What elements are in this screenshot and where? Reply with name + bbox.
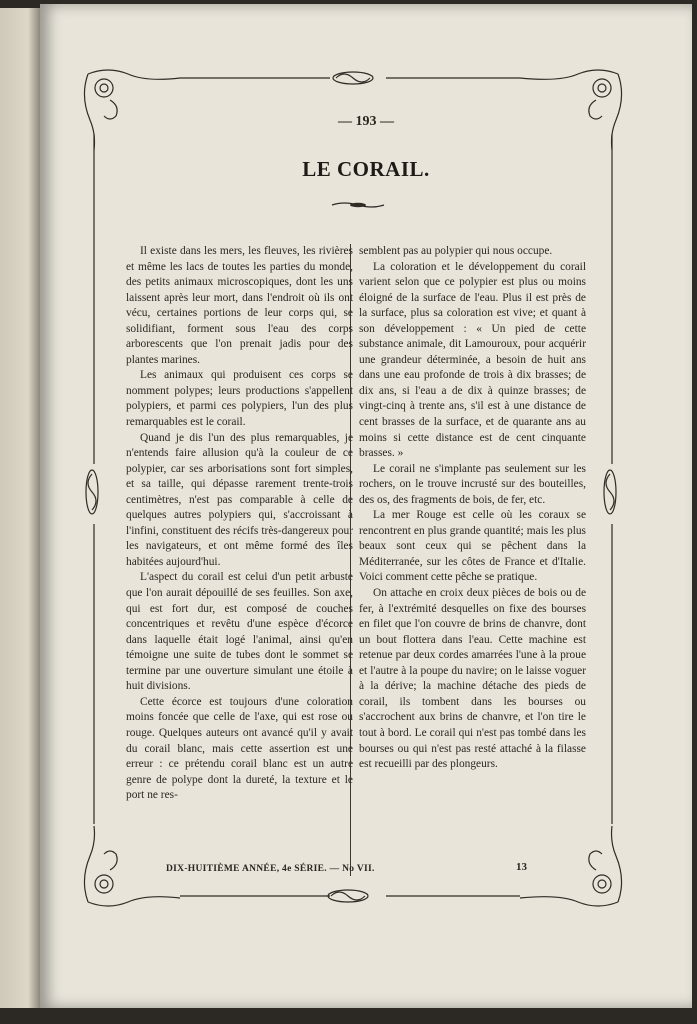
paragraph: On attache en croix deux pièces de bois ou de fer, à l'extrémité desquelles on fixe des bourses en filet que l'on couvre de brins de chanvre, dont un bout flottera dans l'eau. Cette machine est retenue par deux cordes amarrées l'une à la proue et l'autre à la poupe du navire; on le laisse voguer à la dérive; la machine détache des pieds de corail, ils tombent dans les bourses ou s'accrochent aux brins de chanvre, et l'on tire le tout à bord. Le corail qui n'est pas tombé dans les bourses ou qui n'est pas resté attaché à la filasse est recueilli par des plongeurs. [359,587,586,771]
paragraph: La mer Rouge est celle où les coraux se rencontrent en plus grande quantité; mais les plus beaux sont ceux qui se pêchent dans la Méditerranée, sur les côtes de France et d'Italie. Voici comment cette pêche se pratique. [359,509,586,584]
left-column [126,244,353,804]
title-ornament [330,200,386,210]
paragraph: L'aspect du corail est celui d'un petit arbuste que l'on aurait dépouillé de ses feuilles. Son axe, qui est fort dur, est composé de couches concentriques et revêtu d'une espèce d'écorce dans laquelle était logé l'animal, ainsi qu'en témoigne une suite de tubes dont le sommet se termine par une ouverture simulant une étoile à huit divisions. [126,571,353,693]
paragraph-continuation: semblent pas au polypier qui nous occupe. [359,245,553,257]
paragraph: Cette écorce est toujours d'une coloration moins foncée que celle de l'axe, qui est rose ou rouge. Quelques auteurs ont avancé qu'il y avait du corail blanc, mais cette assertion est une erreur : ce prétendu corail blanc est un autre genre de polype dont la dureté, la texture et le port ne res- [126,695,353,802]
paragraph: Quand je dis l'un des plus remarquables, je n'entends faire allusion qu'à la couleur de ce polypier, car ses arborisations sont fort simples, et sa taille, qui dépasse rarement trente-trois centimètres, n'est pas comparable à celle de quelques autres polypiers qui, s'accroissant à l'infini, constituent des récifs très-dangereux pour les navigateurs, et ont même formé des îles habitées aujourd'hui. [126,431,353,568]
paragraph: La coloration et le développement du corail varient selon que ce polypier est plus ou moins éloigné de la surface de l'eau. Plus il est près de la surface, plus sa coloration est vive; et quant à son développement : « Un pied de cette substance animale, dit Lamouroux, pour acquérir une grandeur déterminée, a besoin de huit ans dans une eau profonde de trois à dix brasses; de dix ans, si l'eau a de dix à quinze brasses; de vingt-cinq à trente ans, s'il est à une distance de cent brasses de la surface, et de quarante ans au moins si cette distance est de cent cinquante brasses. » [359,260,586,460]
previous-page-edge [0,8,40,1008]
book-page [40,4,692,1008]
article-title: LE CORAIL. [302,157,430,181]
column-divider [350,244,351,876]
paragraph: Les animaux qui produisent ces corps se nomment polypes; leurs productions s'appellent polypiers, et parmi ces polypiers, l'un des plus remarquables est le corail. [126,369,353,429]
issue-footer: DIX-HUITIÈME ANNÉE, 4e SÉRIE. — No VII. [166,864,375,874]
paragraph: Le corail ne s'implante pas seulement sur les rochers, on le trouve incrusté sur des bouteilles, des os, des fragments de bois, de fer, etc. [359,462,586,506]
page-number: — 193 — [338,114,394,129]
paragraph: Il existe dans les mers, les fleuves, les rivières et même les lacs de toutes les parties du monde, des petits animaux microscopiques, dont les uns laissent après leur mort, dans l'endroit où ils ont vécu, certaines portions de leur corps qui, se solidifiant, forment sous l'eau des corps arborescents que l'on prenait jadis pour des plantes marines. [126,245,353,366]
right-column [359,244,586,773]
signature-mark: 13 [516,861,527,873]
